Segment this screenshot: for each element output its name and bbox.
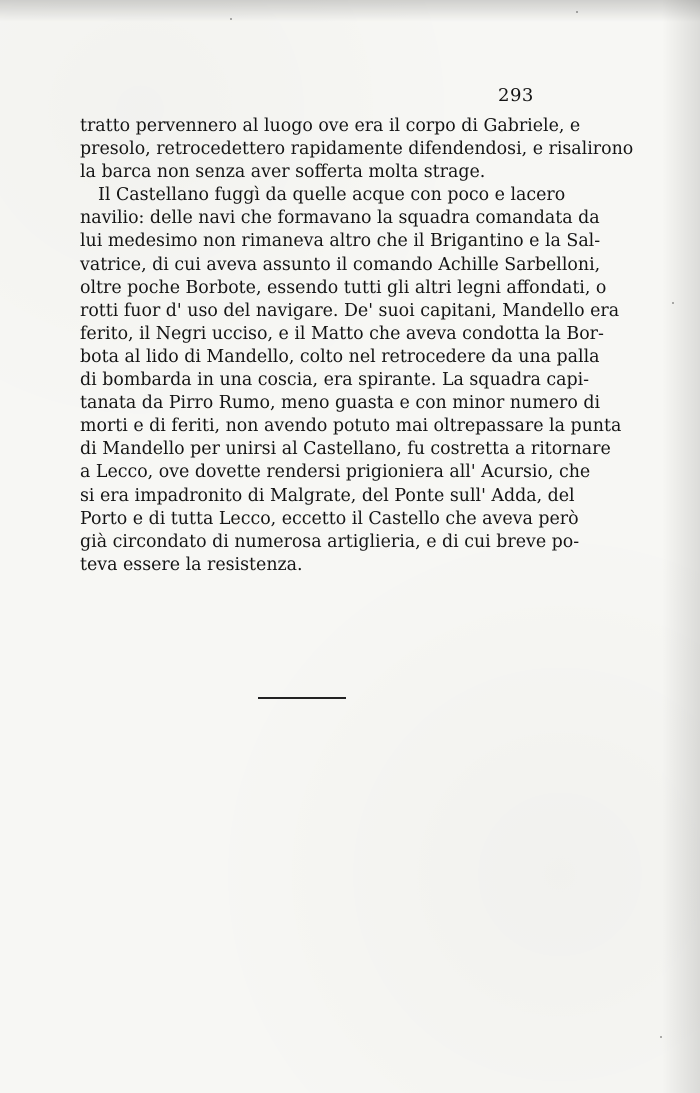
text-line: vatrice, di cui aveva assunto il comando Achille Sarbelloni, — [80, 254, 601, 275]
text-line: lui medesimo non rimaneva altro che il Brigantino e la Sal- — [80, 231, 601, 252]
paper-speck — [660, 1036, 662, 1038]
text-line: tratto pervennero al luogo ove era il corpo di Gabriele, e — [80, 116, 581, 136]
text-line: oltre poche Borbote, essendo tutti gli altri legni affondati, o — [80, 277, 607, 298]
text-line: si era impadronito di Malgrate, del Ponte sull' Adda, del — [80, 485, 575, 506]
text-line: teva essere la resistenza. — [80, 554, 303, 575]
main-text — [80, 115, 634, 577]
text-line: navilio: delle navi che formavano la squadra comandata da — [80, 208, 600, 229]
text-line: Porto e di tutta Lecco, eccetto il Castello che aveva però — [80, 508, 579, 529]
paragraph-2 — [80, 184, 622, 577]
page-edge-shadow — [662, 0, 700, 1093]
text-line: di bombarda in una coscia, era spirante. La squadra capi- — [80, 370, 590, 391]
text-line: di Mandello per unirsi al Castellano, fu costretta a ritornare — [80, 439, 611, 460]
text-line: Il Castellano fuggì da quelle acque con poco e lacero — [98, 185, 566, 206]
paper-speck — [672, 302, 674, 304]
paragraph-1 — [80, 115, 634, 184]
text-line: già circondato di numerosa artiglieria, e di cui breve po- — [80, 531, 580, 552]
page-number: 293 — [498, 85, 534, 106]
text-line: presolo, retrocedettero rapidamente difendendosi, e risalirono — [80, 139, 634, 160]
text-line: rotti fuor d' uso del navigare. De' suoi capitani, Mandello era — [80, 300, 620, 321]
text-line: tanata da Pirro Rumo, meno guasta e con minor numero di — [80, 393, 601, 414]
paper-speck — [576, 11, 578, 13]
page-top-shadow — [0, 0, 700, 22]
section-divider — [258, 697, 346, 699]
text-line: morti e di feriti, non avendo potuto mai oltrepassare la punta — [80, 416, 622, 437]
text-line: ferito, il Negri ucciso, e il Matto che aveva condotta la Bor- — [80, 323, 604, 344]
paper-speck — [230, 18, 232, 20]
text-line: la barca non senza aver sofferta molta strage. — [80, 162, 486, 183]
text-line: bota al lido di Mandello, colto nel retrocedere da una palla — [80, 346, 600, 367]
text-line: a Lecco, ove dovette rendersi prigioniera all' Acursio, che — [80, 462, 591, 483]
